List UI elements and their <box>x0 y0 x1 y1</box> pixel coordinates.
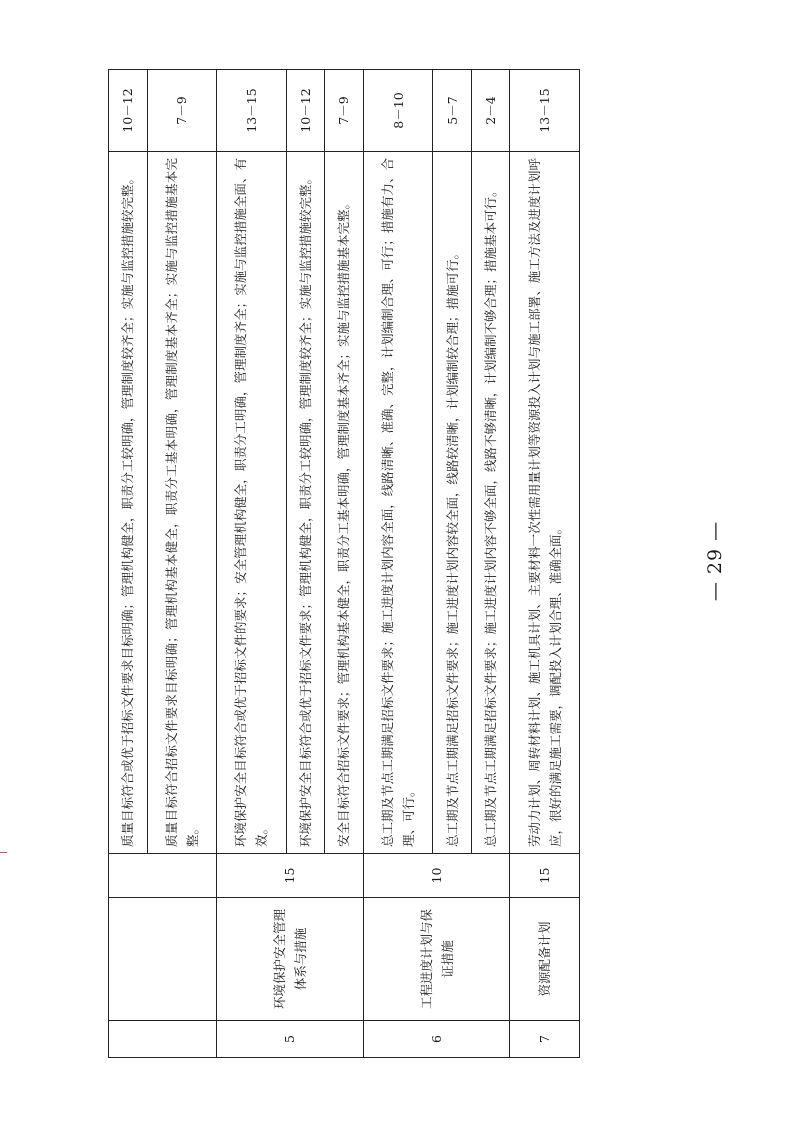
score-range: 2－4 <box>471 70 510 152</box>
scoring-table <box>108 69 580 1058</box>
score-range: 8－10 <box>363 70 433 152</box>
score-range: 13－15 <box>510 70 580 152</box>
item-points: 10 <box>363 854 510 898</box>
row-number: 6 <box>363 1021 510 1058</box>
criterion-text: 质量目标符合招标文件要求目标明确；管理机构基本健全，职责分工基本明确，管理制度基本齐全；实施与监控措施基本完整。 <box>147 152 217 854</box>
score-range: 7－9 <box>147 70 217 152</box>
item-points <box>109 854 217 898</box>
margin-tick <box>0 852 7 853</box>
item-name: 资源配备计划 <box>510 898 580 1021</box>
criterion-text: 安全目标符合招标文件要求；管理机构基本健全，职责分工基本明确，管理制度基本齐全；实施与监控措施基本完整。 <box>325 152 364 854</box>
row-number <box>109 1021 217 1058</box>
criterion-text: 总工期及节点工期满足招标文件要求；施工进度计划内容不够全面，线路不够清晰，计划编制不够合理；措施基本可行。 <box>471 152 510 854</box>
criterion-text: 总工期及节点工期满足招标文件要求；施工进度计划内容较全面，线路较清晰，计划编制较合理；措施可行。 <box>433 152 472 854</box>
score-range: 13－15 <box>217 70 287 152</box>
table-row <box>109 70 148 1058</box>
criterion-text: 环境保护安全目标符合或优于招标文件要求；管理机构健全，职责分工较明确，管理制度较齐全；实施与监控措施较完整。 <box>286 152 325 854</box>
criterion-text: 劳动力计划、周转材料计划、施工机具计划、主要材料一次性需用量计划等资源投入计划与施工部署、施工方法及进度计划呼应，很好的满足施工需要，调配投入计划合理、准确全面。 <box>510 152 580 854</box>
item-points: 15 <box>510 854 580 898</box>
score-range: 5－7 <box>433 70 472 152</box>
table-row <box>363 70 433 1058</box>
item-name: 环境保护安全管理体系与措施 <box>217 898 364 1021</box>
item-name <box>109 898 217 1021</box>
item-name: 工程进度计划与保证措施 <box>363 898 510 1021</box>
score-range: 10－12 <box>109 70 148 152</box>
score-range: 10－12 <box>286 70 325 152</box>
table-row <box>217 70 287 1058</box>
criterion-text: 环境保护安全目标符合或优于招标文件的要求；安全管理机构健全，职责分工明确，管理制度齐全；实施与监控措施全面、有效。 <box>217 152 287 854</box>
row-number: 5 <box>217 1021 364 1058</box>
table-row <box>510 70 580 1058</box>
item-points: 15 <box>217 854 364 898</box>
score-range: 7－9 <box>325 70 364 152</box>
criterion-text: 质量目标符合或优于招标文件要求目标明确；管理机构健全，职责分工较明确，管理制度较齐全；实施与监控措施较完整。 <box>109 152 148 854</box>
criterion-text: 总工期及节点工期满足招标文件要求；施工进度计划内容全面，线路清晰、准确、完整，计划编制合理、可行；措施有力、合理、可行。 <box>363 152 433 854</box>
row-number: 7 <box>510 1021 580 1058</box>
page-number: — 29 — <box>704 520 726 602</box>
